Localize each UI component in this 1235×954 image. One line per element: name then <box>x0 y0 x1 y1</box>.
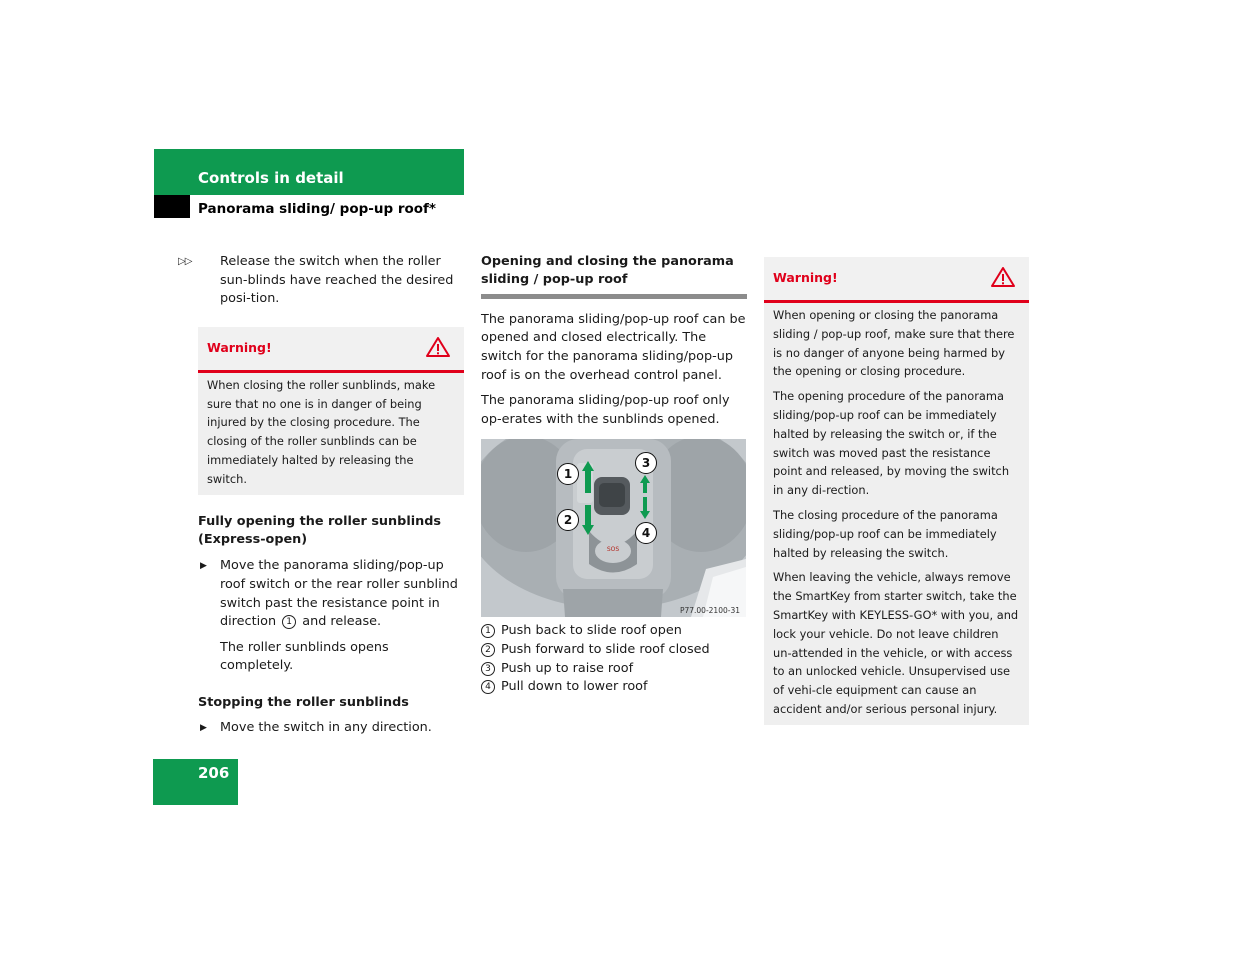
figure-legend <box>481 622 747 696</box>
figure-code: P77.00-2100-31 <box>679 606 740 616</box>
warning-paragraph: The closing procedure of the panorama sliding/pop-up roof can be immediately halted by releasing the switch. <box>773 507 998 560</box>
warning-paragraph: The opening procedure of the panorama sliding/pop-up roof can be immediately halted by releasing the switch or, if the switch was moved past the resistance point and released, by moving the switch in any di-rection. <box>773 389 1010 498</box>
legend-number: 1 <box>481 624 495 638</box>
roof-para-2: The panorama sliding/pop-up roof only op-erates with the sunblinds opened. <box>481 393 730 427</box>
legend-item <box>481 622 747 641</box>
bullet-icon: ▶ <box>200 723 207 734</box>
stopping-heading: Stopping the roller sunblinds <box>198 694 409 710</box>
legend-number: 4 <box>481 680 495 694</box>
continuation-marker: ▷▷ <box>178 256 192 267</box>
sos-label: SOS <box>606 546 620 554</box>
express-step-text-b: and release. <box>302 614 382 630</box>
express-open-heading: Fully opening the roller sunblinds (Express-open) <box>198 513 441 547</box>
legend-text: Push up to raise roof <box>501 660 634 676</box>
callout-2: 2 <box>557 509 579 531</box>
callout-1: 1 <box>557 463 579 485</box>
callout-4: 4 <box>635 522 657 544</box>
warning-paragraph: When opening or closing the panorama sliding / pop-up roof, make sure that there is no danger of anyone being harmed by the opening or closing procedure. <box>773 308 1015 379</box>
section-title: Controls in detail <box>198 169 344 187</box>
warning-triangle-icon <box>990 266 1016 292</box>
subsection-marker <box>154 195 190 218</box>
legend-item <box>481 641 747 660</box>
warning-header <box>764 257 1029 303</box>
warning-box-roof <box>764 257 1029 725</box>
warning-text: When closing the roller sunblinds, make sure that no one is in danger of being injured by the closing procedure. The closing of the roller sunblinds can be immediately halted by releasing the switch. <box>207 377 436 486</box>
legend-number: 3 <box>481 662 495 676</box>
express-open-step <box>198 557 464 631</box>
legend-text: Push back to slide roof open <box>501 623 682 639</box>
legend-text: Pull down to lower roof <box>501 679 648 695</box>
callout-3: 3 <box>635 452 657 474</box>
page-number: 206 <box>198 764 230 782</box>
warning-label: Warning! <box>207 339 272 355</box>
legend-item <box>481 660 747 679</box>
heading-rule <box>481 294 747 299</box>
stopping-step <box>198 719 464 738</box>
express-step-text-a: Move the panorama sliding/pop-up roof switch or the rear roller sunblind switch past the resistance point in direction <box>220 558 458 630</box>
legend-item <box>481 678 747 697</box>
release-instruction: Release the switch when the roller sun-blinds have reached the desired posi-tion. <box>220 254 454 307</box>
warning-triangle-icon <box>425 336 451 362</box>
warning-header <box>198 327 464 373</box>
roof-heading: Opening and closing the panorama sliding / pop-up roof <box>481 254 734 288</box>
warning-label: Warning! <box>773 270 838 285</box>
column-1 <box>198 253 464 738</box>
callout-1-ref: 1 <box>282 615 296 629</box>
control-panel-illustration <box>481 439 746 617</box>
warning-box-sunblinds <box>198 327 464 495</box>
subsection-title: Panorama sliding/ pop-up roof* <box>198 201 436 217</box>
legend-text: Push forward to slide roof closed <box>501 641 710 657</box>
stopping-step-text: Move the switch in any direction. <box>220 720 432 736</box>
roof-para-1: The panorama sliding/pop-up roof can be opened and closed electrically. The switch for the panorama sliding/pop-up roof is on the overhead control panel. <box>481 311 746 383</box>
express-open-result: The roller sunblinds opens completely. <box>220 639 389 674</box>
bullet-icon: ▶ <box>200 561 207 572</box>
column-2 <box>481 253 747 697</box>
warning-body <box>764 303 1029 725</box>
legend-number: 2 <box>481 643 495 657</box>
warning-paragraph: When leaving the vehicle, always remove the SmartKey from starter switch, take the SmartKey with KEYLESS-GO* with you, and lock your vehicle. Do not leave children un-attended in the vehicle, or with access to an unlocked vehicle. Unsupervised use of vehi-cle equipment can cause an accident and/or serious personal injury. <box>773 570 1019 716</box>
overhead-control-panel-figure <box>481 439 746 617</box>
